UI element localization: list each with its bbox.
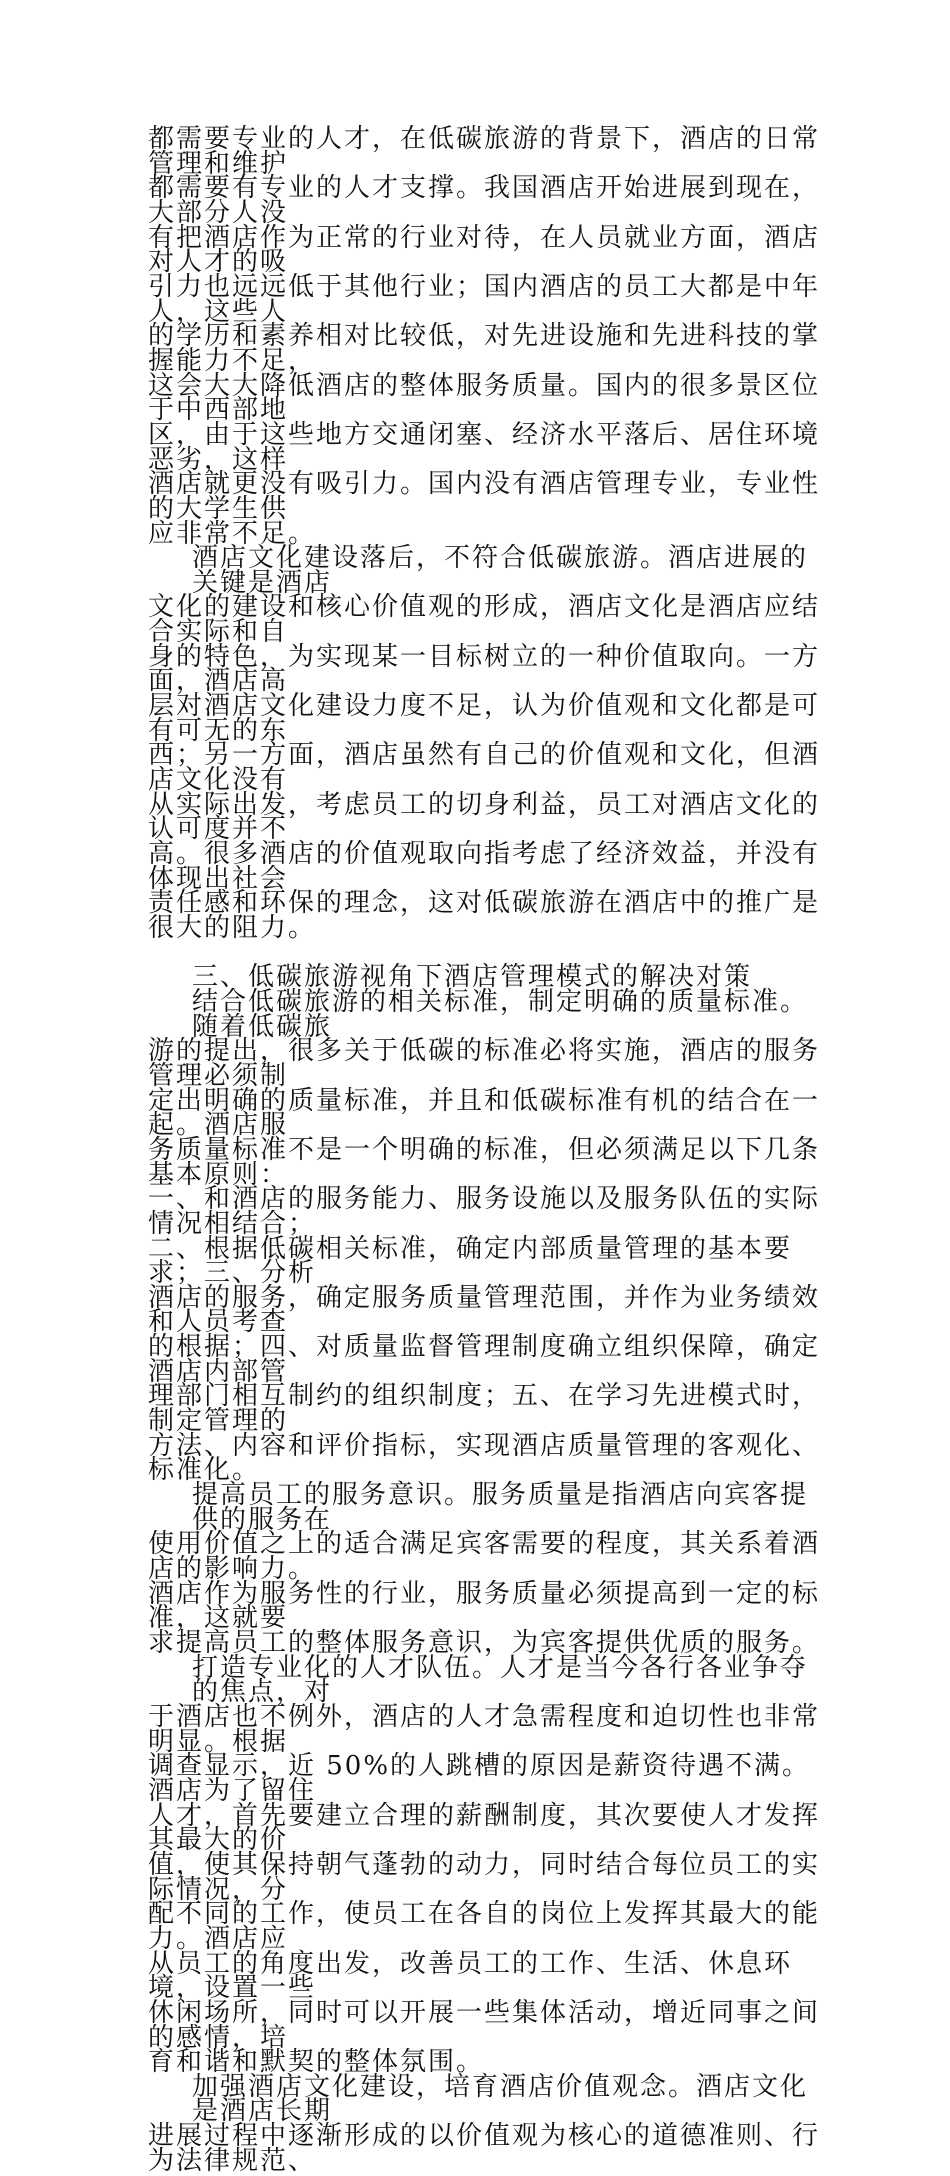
paragraph [148,986,828,1486]
text-line: 身的特色，为实现某一目标树立的一种价值取向。一方面，酒店高 [148,641,821,697]
text-line: 理部门相互制约的组织制度；五、在学习先进模式时，制定管理的 [148,1381,821,1437]
text-line: 都需要有专业的人才支撑。我国酒店开始进展到现在，大部分人没 [148,173,821,228]
text-line: 高。很多酒店的价值观取向指考虑了经济效益，并没有体现出社会 [148,839,821,894]
text-line: 区，由于这些地方交通闭塞、经济水平落后、居住环境恶劣，这样 [148,419,821,475]
text-line: 西；另一方面，酒店虽然有自己的价值观和文化，但酒店文化没有 [148,740,821,796]
paragraph [148,1480,828,1659]
text-line: 游的提出，很多关于低碳的标准必将实施，酒店的服务管理必须制 [148,1036,821,1091]
text-line: 一、和酒店的服务能力、服务设施以及服务队伍的实际情况相结合； [148,1184,821,1239]
text-line: 求提高员工的整体服务意识，为宾客提供优质的服务。 [148,1628,821,1659]
text-line: 责任感和环保的理念，这对低碳旅游在酒店中的推广是很大的阻力。 [148,888,821,943]
text-line: 于酒店也不例外，酒店的人才急需程度和迫切性也非常明显。根据 [148,1701,821,1757]
text-line: 配不同的工作，使员工在各自的岗位上发挥其最大的能力。酒店应 [148,1899,821,1954]
text-line: 值，使其保持朝气蓬勃的动力，同时结合每位员工的实际情况，分 [148,1849,821,1905]
text-line: 层对酒店文化建设力度不足，认为价值观和文化都是可有可无的东 [148,691,821,746]
paragraph [148,543,828,943]
text-line: 定出明确的质量标准，并且和低碳标准有机的结合在一起。酒店服 [148,1085,821,1141]
paragraph [148,124,828,549]
text-line: 调查显示，近 50%的人跳槽的原因是薪资待遇不满。酒店为了留住 [148,1751,811,1806]
text-line: 打造专业化的人才队伍。人才是当今各行各业争夺的焦点，对 [192,1652,809,1708]
text-line: 的根据；四、对质量监督管理制度确立组织保障，确定酒店内部管 [148,1332,821,1387]
text-line: 提高员工的服务意识。服务质量是指酒店向宾客提供的服务在 [192,1480,809,1535]
text-line: 进展过程中逐渐形成的以价值观为核心的道德准则、行为法律规范、 [148,2121,821,2176]
text-line: 从实际出发，考虑员工的切身利益，员工对酒店文化的认可度并不 [148,789,821,845]
text-line: 酒店作为服务性的行业，服务质量必须提高到一定的标准，这就要 [148,1578,821,1634]
text-line: 应非常不足。 [148,518,317,549]
text-line: 人才，首先要建立合理的薪酬制度，其次要使人才发挥其最大的价 [148,1800,821,1856]
text-line: 三、低碳旅游视角下酒店管理模式的解决对策 [192,962,753,993]
document-body [148,124,828,2176]
text-line: 务质量标准不是一个明确的标准，但必须满足以下几条基本原则： [148,1134,821,1190]
paragraph [148,2071,828,2176]
text-line: 使用价值之上的适合满足宾客需要的程度，其关系着酒店的影响力。 [148,1529,821,1585]
text-line: 有把酒店作为正常的行业对待，在人员就业方面，酒店对人才的吸 [148,222,821,278]
text-line: 酒店文化建设落后，不符合低碳旅游。酒店进展的关键是酒店 [192,543,809,598]
text-line: 休闲场所，同时可以开展一些集体活动，增近同事之间的感情，培 [148,1997,821,2053]
text-line: 酒店就更没有吸引力。国内没有酒店管理专业，专业性的大学生供 [148,469,821,524]
text-line: 文化的建设和核心价值观的形成，酒店文化是酒店应结合实际和自 [148,592,821,648]
text-line: 加强酒店文化建设，培育酒店价值观念。酒店文化是酒店长期 [192,2071,809,2127]
text-line: 育和谐和默契的整体氛围。 [148,2047,485,2078]
text-line: 这会大大降低酒店的整体服务质量。国内的很多景区位于中西部地 [148,370,821,426]
text-line: 引力也远远低于其他行业；国内酒店的员工大都是中年人，这些人 [148,271,821,327]
text-line: 酒店的服务，确定服务质量管理范围，并作为业务绩效和人员考查 [148,1282,821,1338]
text-line: 都需要专业的人才，在低碳旅游的背景下，酒店的日常管理和维护 [148,124,821,179]
text-line: 结合低碳旅游的相关标准，制定明确的质量标准。随着低碳旅 [192,986,809,1042]
paragraph [148,1652,828,2078]
text-line: 的学历和素养相对比较低，对先进设施和先进科技的掌握能力不足， [148,321,821,376]
text-line: 从员工的角度出发，改善员工的工作、生活、休息环境，设置一些 [148,1948,793,2004]
text-line: 二、根据低碳相关标准，确定内部质量管理的基本要求；三、分析 [148,1233,793,1289]
text-line: 方法、内容和评价指标，实现酒店质量管理的客观化、标准化。 [148,1430,821,1486]
